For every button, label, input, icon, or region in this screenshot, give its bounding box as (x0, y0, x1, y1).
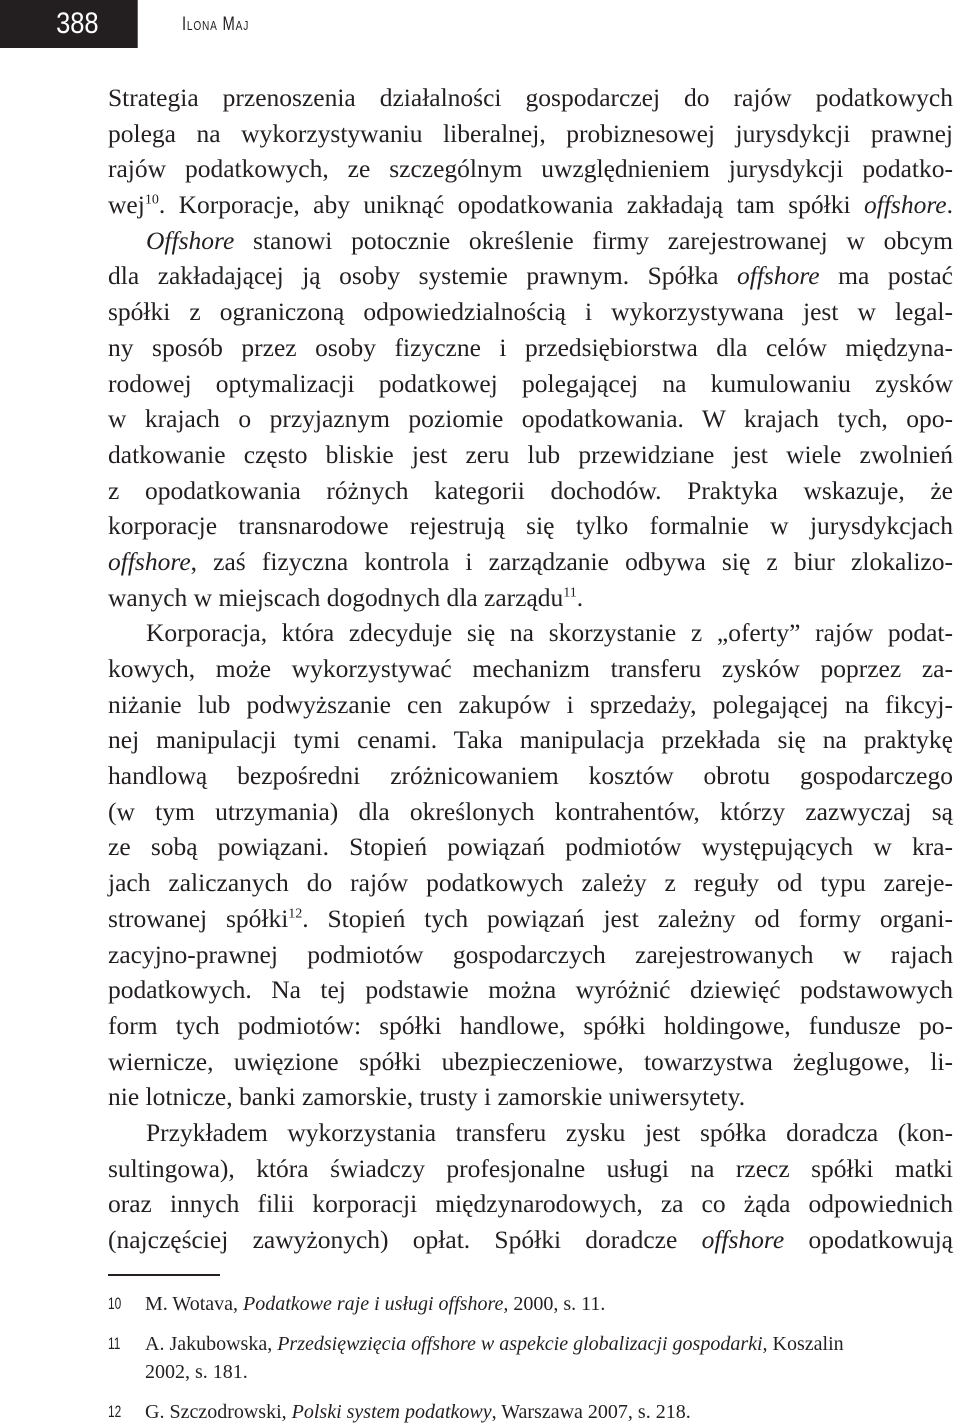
footnote-author: G. Szczodrowski, (145, 1401, 292, 1423)
text-line: ze sobą powiązani. Stopień powiązań podmiotów występujących w kra- (108, 832, 953, 862)
text-line: (w tym utrzymania) dla określonych kontrahentów, którzy zazwyczaj są (108, 796, 953, 826)
line-segment: . (576, 582, 584, 612)
text-line: Strategia przenoszenia działalności gospodarczej do rajów podatkowych (108, 83, 953, 112)
text-line: z opodatkowania różnych kategorii dochodów. Praktyka wskazuje, że (108, 475, 953, 505)
line-segment: dla zakładającej ją osoby systemie prawnym. Spółka (108, 261, 737, 291)
body-text (108, 80, 953, 1258)
line-segment: wej (108, 190, 145, 220)
text-line (108, 580, 953, 616)
footnote-ref: 10 (144, 192, 159, 208)
page-number-box (0, 0, 138, 48)
line-segment: ma postać (819, 261, 953, 291)
footnote-11 (108, 1330, 953, 1386)
text-line: kowych, może wykorzystywać mechanizm transferu zysków poprzez za- (108, 654, 953, 683)
italic-term: offshore (863, 190, 947, 220)
running-head-author: Ilona Maj (182, 14, 250, 35)
text-line: sultingowa), która świadczy profesjonalne usługi na rzecz spółki matki (108, 1153, 953, 1183)
text-line (108, 187, 953, 223)
text-line (108, 1222, 953, 1258)
line-segment: . (946, 190, 953, 220)
footnote-10 (108, 1290, 953, 1318)
footnote-ref: 12 (288, 906, 303, 922)
italic-term: offshore (108, 546, 191, 576)
line-segment: strowanej spółki (108, 903, 289, 933)
text-line: datkowanie często bliskie jest zeru lub przewidziane jest wiele zwolnień (108, 439, 953, 469)
text-line: Przykładem wykorzystania transferu zysku jest spółka doradcza (kon- (146, 1117, 953, 1147)
text-line: nie lotnicze, banki zamorskie, trusty i zamorskie uniwersytety. (108, 1082, 746, 1112)
text-line: rodowej optymalizacji podatkowej polegającej na kumulowaniu zysków (108, 368, 953, 398)
footnote-rule (108, 1274, 220, 1276)
footnotes (108, 1290, 953, 1426)
text-line: korporacje transnarodowe rejestrują się tylko formalnie w jurysdykcjach (108, 511, 953, 541)
text-line (108, 544, 953, 580)
text-line: spółki z ograniczoną odpowiedzialnością i wykorzystywana jest w legal- (108, 297, 953, 327)
text-line (108, 258, 953, 294)
text-line: ny sposób przez osoby fizyczne i przedsiębiorstwa dla celów międzyna- (108, 332, 953, 362)
text-line: handlową bezpośredni zróżnicowaniem kosztów obrotu gospodarczego (108, 761, 953, 791)
text-line: niżanie lub podwyższanie cen zakupów i sprzedaży, polegającej na fikcyj- (108, 689, 953, 719)
text-line: zacyjno-prawnej podmiotów gospodarczych zarejestrowanych w rajach (108, 939, 953, 969)
line-segment: . Korporacje, aby uniknąć opodatkowania zakładają tam spółki (158, 190, 864, 220)
line-segment: opodatkowują (784, 1225, 953, 1254)
text-line: jach zaliczanych do rajów podatkowych zależy z reguły od typu zareje- (108, 868, 953, 898)
line-segment: . Stopień tych powiązań jest zależny od formy organi- (302, 903, 953, 933)
footnote-rest: Koszalin (767, 1333, 844, 1355)
text-line (108, 223, 953, 259)
text-line: w krajach o przyjaznym poziomie opodatkowania. W krajach tych, opo- (108, 404, 953, 434)
text-line: nej manipulacji tymi cenami. Taka manipulacja przekłada się na praktykę (108, 725, 953, 755)
footnote-title: Polski system podatkowy (291, 1401, 492, 1423)
footnote-number: 12 (108, 1402, 122, 1421)
text-line (108, 901, 953, 937)
italic-term: offshore (736, 261, 820, 291)
footnote-number: 11 (108, 1334, 121, 1353)
text-line: podatkowych. Na tej podstawie można wyróżnić dziewięć podstawowych (108, 975, 953, 1005)
text-line: rajów podatkowych, ze szczególnym uwzględnieniem jurysdykcji podatko- (108, 154, 953, 184)
footnote-number: 10 (108, 1294, 122, 1313)
text-line: Korporacja, która zdecyduje się na skorzystanie z „oferty” rajów podat- (146, 618, 953, 648)
italic-term: offshore (701, 1225, 785, 1254)
line-segment: wanych w miejscach dogodnych dla zarządu (108, 582, 564, 612)
italic-term: Offshore (146, 225, 235, 255)
line-segment: stanowi potocznie określenie firmy zarejestrowanej w obcym (234, 225, 953, 255)
page-number: 388 (56, 7, 99, 40)
footnote-continuation: 2002, s. 181. (145, 1361, 248, 1383)
footnote-rest: 2000, s. 11. (508, 1293, 606, 1315)
footnote-title: Podatkowe raje i usługi offshore, (243, 1293, 509, 1315)
text-line: wiernicze, uwięzione spółki ubezpieczeniowe, towarzystwa żeglugowe, li- (108, 1046, 953, 1076)
page-header (0, 0, 960, 50)
footnote-title: Przedsięwzięcia offshore w aspekcie globalizacji gospodarki, (277, 1333, 768, 1355)
line-segment: , zaś fizyczna kontrola i zarządzanie odbywa się z biur zlokalizo- (190, 546, 953, 576)
footnote-author: M. Wotava, (145, 1293, 244, 1315)
footnote-12 (108, 1398, 953, 1426)
footnote-author: A. Jakubowska, (145, 1333, 278, 1355)
footnote-rest: , Warszawa 2007, s. 218. (491, 1401, 691, 1423)
text-line: oraz innych filii korporacji międzynarodowych, za co żąda odpowiednich (108, 1189, 953, 1219)
text-line: polega na wykorzystywaniu liberalnej, probiznesowej jurysdykcji prawnej (108, 118, 953, 148)
footnote-ref: 11 (563, 585, 577, 601)
text-line: form tych podmiotów: spółki handlowe, spółki holdingowe, fundusze po- (108, 1010, 953, 1040)
line-segment: (najczęściej zawyżonych) opłat. Spółki doradcze (108, 1225, 702, 1254)
